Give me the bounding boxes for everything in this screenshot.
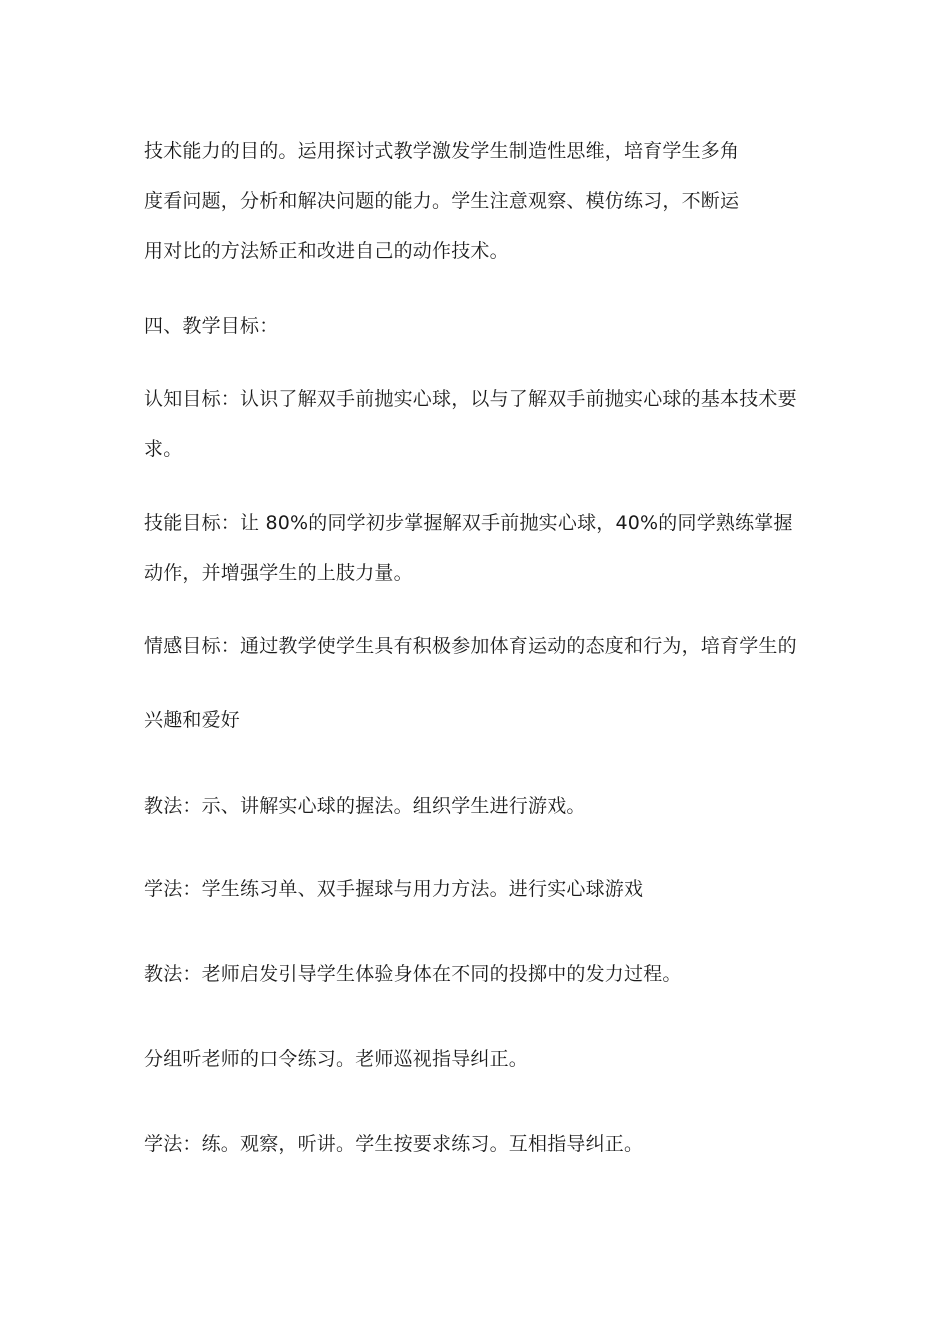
paragraph-1-line-3: 用对比的方法矫正和改进自己的动作技术。 xyxy=(144,240,509,262)
skill-goal-line-2: 动作，并增强学生的上肢力量。 xyxy=(144,562,413,584)
skill-goal-line-1: 技能目标：让 80%的同学初步掌握解双手前抛实心球，40%的同学熟练掌握 xyxy=(144,512,793,534)
section-heading: 四、教学目标： xyxy=(144,315,279,337)
paragraph-1-line-2: 度看问题，分析和解决问题的能力。学生注意观察、模仿练习，不断运 xyxy=(144,190,740,212)
learning-method-1: 学法：学生练习单、双手握球与用力方法。进行实心球游戏 xyxy=(144,878,644,900)
cognitive-goal-line-1: 认知目标：认识了解双手前抛实心球，以与了解双手前抛实心球的基本技术要 xyxy=(144,388,797,410)
group-practice-line: 分组听老师的口令练习。老师巡视指导纠正。 xyxy=(144,1048,529,1070)
emotion-goal-line-2: 兴趣和爱好 xyxy=(144,709,241,731)
learning-method-2: 学法：练。观察，听讲。学生按要求练习。互相指导纠正。 xyxy=(144,1133,644,1155)
cognitive-goal-line-2: 求。 xyxy=(144,438,183,460)
paragraph-1-line-1: 技术能力的目的。运用探讨式教学激发学生制造性思维，培育学生多角 xyxy=(144,140,740,162)
teaching-method-2: 教法：老师启发引导学生体验身体在不同的投掷中的发力过程。 xyxy=(144,963,682,985)
emotion-goal-line-1: 情感目标：通过教学使学生具有积极参加体育运动的态度和行为，培育学生的 xyxy=(144,635,797,657)
teaching-method-1: 教法：示、讲解实心球的握法。组织学生进行游戏。 xyxy=(144,795,586,817)
